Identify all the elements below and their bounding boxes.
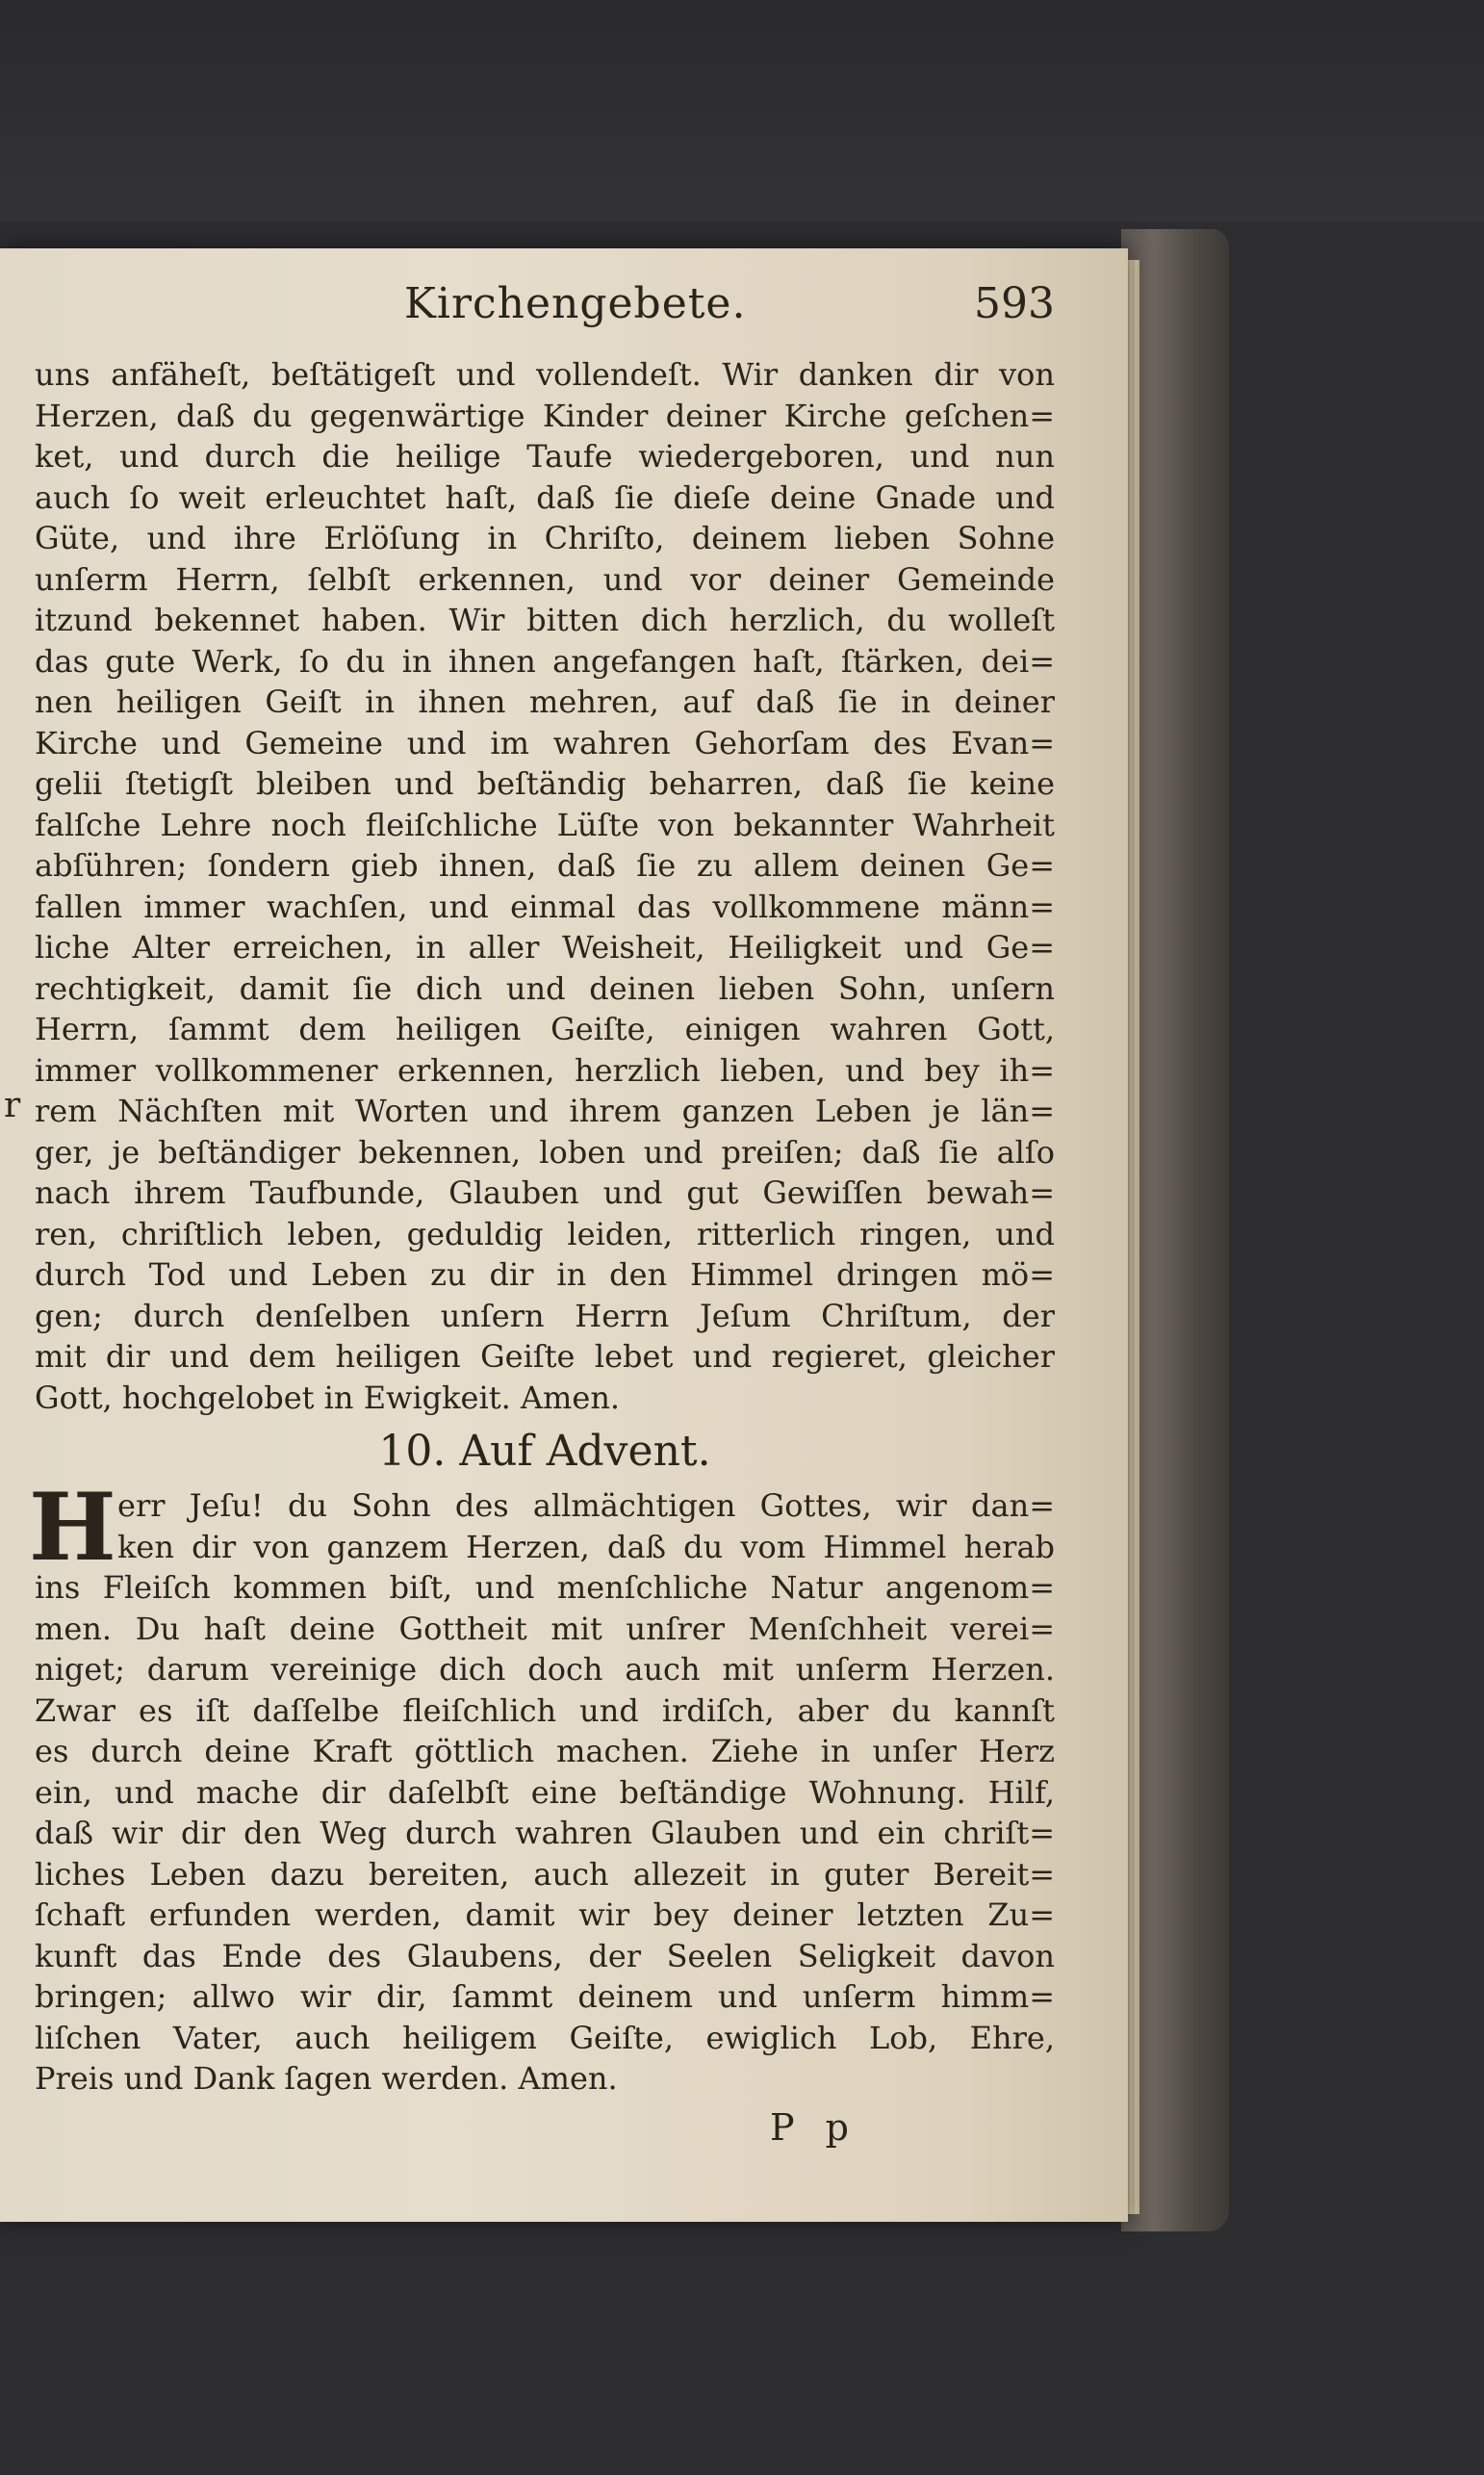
text-line: falſche Lehre noch fleiſchliche Lüſte von bekannter Wahrheit [35,806,1055,843]
text-line: uns anfäheſt, beſtätigeſt und vollendeſt. Wir danken dir von [35,356,1055,393]
drop-cap: H [29,1473,116,1582]
text-line: itzund bekennet haben. Wir bitten dich herzlich, du wolleſt [35,602,1055,638]
text-line: gelii ſtetigſt bleiben und beſtändig beharren, daß ſie keine [35,765,1055,802]
text-line: rechtigkeit, damit ſie dich und deinen lieben Sohn, unſern [35,969,1055,1007]
text-line: mit dir und dem heiligen Geiſte lebet und regieret, gleicher [35,1338,1055,1375]
text-line: abſühren; ſondern gieb ihnen, daß ſie zu allem deinen Ge= [35,847,1055,884]
background [0,0,1484,221]
running-head [0,279,1128,337]
text-block [29,354,1055,2100]
text-line: auch ſo weit erleuchtet haſt, daß ſie dieſe deine Gnade und [35,478,1055,516]
book-page [0,248,1128,2222]
text-line: fallen immer wachſen, und einmal das vollkommene männ= [35,888,1055,925]
text-line: gen; durch denſelben unſern Herrn Jeſum Chriſtum, der [35,1297,1055,1334]
text-line: liche Alter erreichen, in aller Weisheit, Heiligkeit und Ge= [35,929,1055,966]
signature-mark: P p [770,2106,858,2149]
text-line: ket, und durch die heilige Taufe wiedergeboren, und nun [35,438,1055,475]
text-line: Zwar es iſt daſſelbe fleiſchlich und irdiſch, aber du kannſt [35,1691,1055,1729]
text-line: bringen; allwo wir dir, ſammt deinem und unſerm himm= [35,1978,1055,2015]
text-line: es durch deine Kraft göttlich machen. Ziehe in unſer Herz [35,1733,1055,1769]
prayer-continuation [35,354,1055,1418]
margin-mark: r [4,1086,21,1125]
text-line: liſchen Vater, auch heiligem Geiſte, ewiglich Lob, Ehre, [35,2019,1055,2056]
text-line: ein, und mache dir daſelbſt eine beſtändige Wohnung. Hilf, [35,1773,1055,1811]
text-line: rem Nächſten mit Worten und ihrem ganzen Leben je län= [35,1093,1055,1129]
text-line: immer vollkommener erkennen, herzlich lieben, und bey ih= [35,1051,1055,1089]
text-line: Herzen, daß du gegenwärtige Kinder deiner Kirche geſchen= [35,397,1055,434]
text-line: men. Du haſt deine Gottheit mit unſrer Menſchheit verei= [35,1610,1055,1647]
text-line: Gott, hochgelobet in Ewigkeit. Amen. [35,1379,621,1416]
text-line: Preis und Dank ſagen werden. Amen. [35,2060,618,2097]
text-line: durch Tod und Leben zu dir in den Himmel dringen mö= [35,1256,1055,1293]
page-number: 593 [974,279,1055,328]
text-line: ſchaft erfunden werden, damit wir bey deiner letzten Zu= [35,1896,1055,1933]
text-line: das gute Werk, ſo du in ihnen angefangen haſt, ſtärken, dei= [35,642,1055,680]
text-line: ins Fleiſch kommen biſt, und menſchliche Natur angenom= [35,1569,1055,1606]
running-title: Kirchengebete. [404,279,747,328]
text-line: liches Leben dazu bereiten, auch allezeit in guter Bereit= [35,1855,1055,1893]
text-line: unſerm Herrn, ſelbſt erkennen, und vor deiner Gemeinde [35,560,1055,598]
text-line: daß wir dir den Weg durch wahren Glauben und ein chriſt= [35,1815,1055,1851]
text-line: niget; darum vereinige dich doch auch mit unſerm Herzen. [35,1651,1055,1688]
text-line: err Jeſu! du Sohn des allmächtigen Gottes, wir dan= [117,1487,1055,1524]
text-line: nen heiligen Geiſt in ihnen mehren, auf daß ſie in deiner [35,683,1055,720]
text-line: ger, je beſtändiger bekennen, loben und preiſen; daß ſie alſo [35,1133,1055,1171]
section-heading: 10. Auf Advent. [378,1427,711,1476]
text-line: Kirche und Gemeine und im wahren Gehorſam des Evan= [35,724,1055,761]
text-line: kunft das Ende des Glaubens, der Seelen Seligkeit davon [35,1937,1055,1974]
text-line: Herrn, ſammt dem heiligen Geiſte, einigen wahren Gott, [35,1011,1055,1047]
text-line: ren, chriſtlich leben, geduldig leiden, ritterlich ringen, und [35,1215,1055,1252]
advent-prayer [29,1473,1055,2100]
text-line: nach ihrem Taufbunde, Glauben und gut Gewiſſen bewah= [35,1174,1055,1211]
text-line: Güte, und ihre Erlöſung in Chriſto, deinem lieben Sohne [35,520,1055,556]
text-line: ken dir von ganzem Herzen, daß du vom Himmel herab [117,1528,1055,1565]
